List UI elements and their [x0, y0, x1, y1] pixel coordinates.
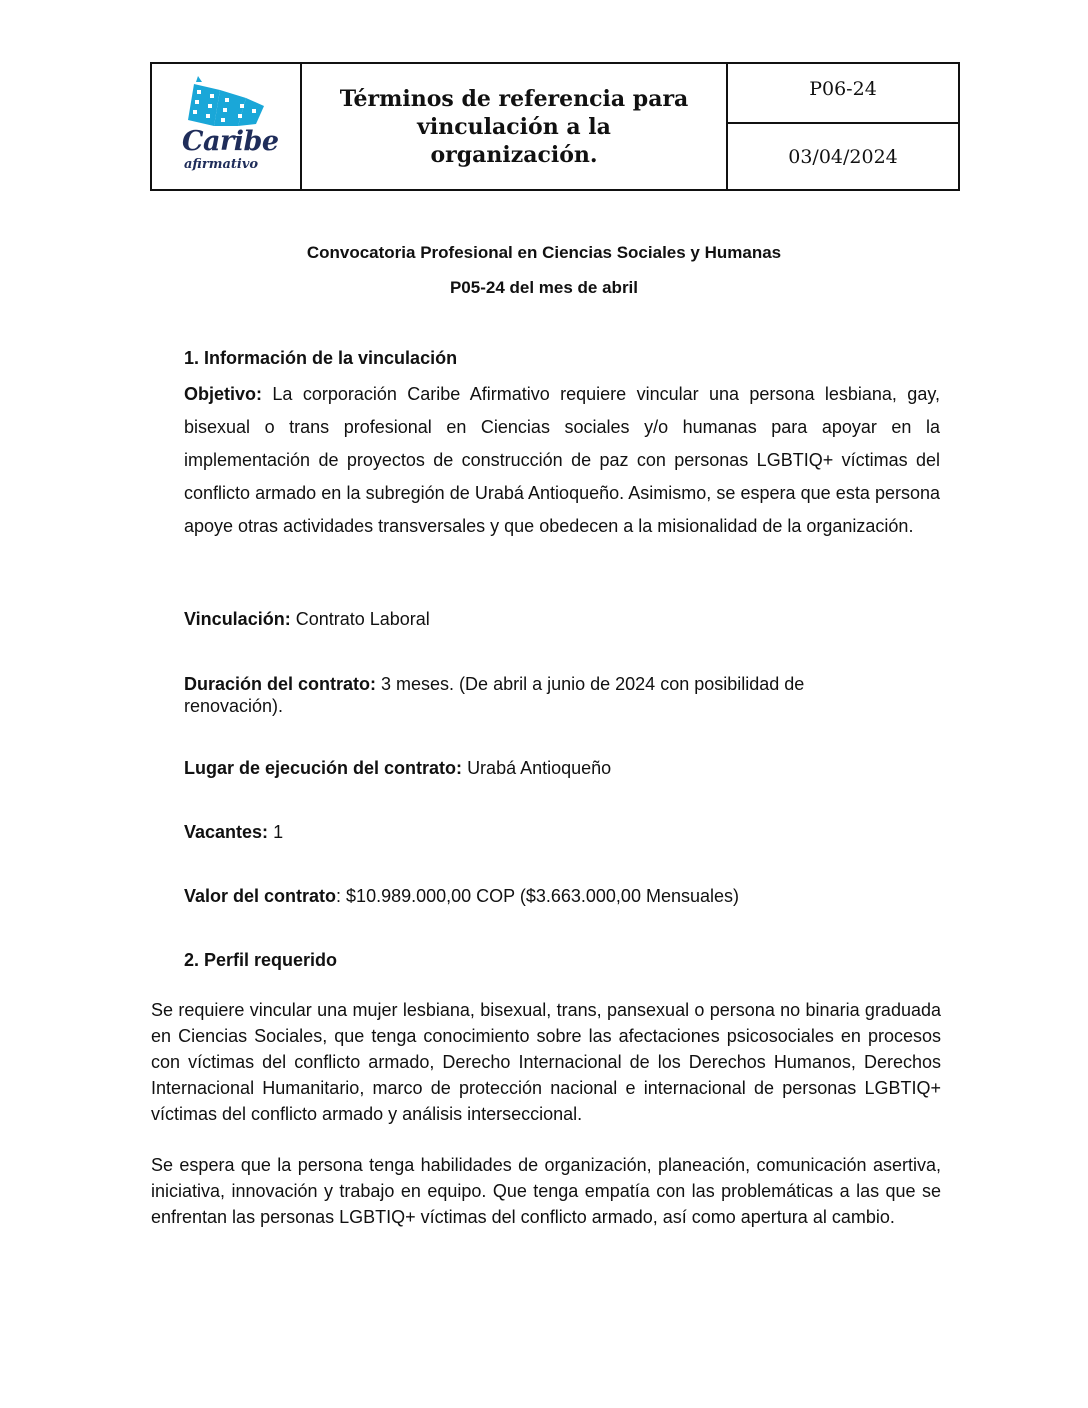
- lugar-label: Lugar de ejecución del contrato:: [184, 758, 463, 778]
- duracion-label: Duración del contrato:: [184, 674, 377, 694]
- objective-text: La corporación Caribe Afirmativo requiere vincular una persona lesbiana, gay, bisexual o trans profesional en Ciencias sociales y/o humanas para apoyar en la implementación de proyectos de construcción de paz con personas LGBTIQ+ víctimas del conflicto armado en la subregión de Urabá Antioqueño. Asimismo, se espera que esta persona apoye otras actividades transversales y que obedecen a la misionalidad de la organización.: [184, 384, 940, 536]
- document-code: P06-24: [728, 64, 958, 124]
- objective-paragraph: [184, 378, 940, 543]
- valor-label: Valor del contrato: [184, 886, 337, 906]
- vinculacion-label: Vinculación:: [184, 609, 291, 629]
- code-cell: [728, 64, 958, 189]
- logo-word: Caribe: [182, 126, 279, 157]
- document-header: [150, 62, 960, 191]
- field-vacantes: [184, 822, 283, 843]
- vacantes-value: 1: [273, 822, 284, 842]
- call-title: Convocatoria Profesional en Ciencias Sociales y Humanas: [306, 243, 782, 262]
- section-2-heading: 2. Perfil requerido: [184, 950, 338, 970]
- profile-paragraph-1: Se requiere vincular una mujer lesbiana, bisexual, trans, pansexual o persona no binaria graduada en Ciencias Sociales, que tenga conocimiento sobre las afectaciones psicosociales en procesos con víctimas del conflicto armado, Derecho Internacional de los Derechos Humanos, Derechos Internacional Humanitario, marco de protección nacional e internacional de personas LGBTIQ+ víctimas del conflicto armado y análisis interseccional.: [151, 1000, 941, 1124]
- profile-paragraph-2: Se espera que la persona tenga habilidades de organización, planeación, comunicación asertiva, iniciativa, innovación y trabajo en equipo. Que tenga empatía con las problemáticas a las que se enfrentan las personas LGBTIQ+ víctimas del conflicto armado, así como apertura al cambio.: [151, 1155, 941, 1227]
- valor-value: : $10.989.000,00 COP ($3.663.000,00 Mensuales): [336, 886, 739, 906]
- document-date: 03/04/2024: [788, 145, 898, 168]
- objective-label: Objetivo:: [184, 384, 263, 404]
- section-1-heading: 1. Información de la vinculación: [184, 348, 458, 368]
- logo-cell: [152, 64, 302, 189]
- lugar-value: Urabá Antioqueño: [467, 758, 612, 778]
- vinculacion-value: Contrato Laboral: [295, 609, 430, 629]
- vacantes-label: Vacantes:: [184, 822, 269, 842]
- title-cell: [302, 64, 728, 189]
- field-vinculacion: [184, 609, 430, 630]
- duracion-value: 3 meses. (De abril a junio de 2024 con posibilidad de renovación).: [184, 674, 805, 716]
- field-valor: [184, 886, 739, 907]
- field-duracion: [184, 673, 884, 717]
- logo-subword: afirmativo: [184, 157, 259, 172]
- filmstrip-logo-icon: [180, 76, 276, 128]
- field-lugar: [184, 758, 611, 779]
- call-subtitle: P05-24 del mes de abril: [449, 278, 639, 297]
- document-title: Términos de referencia para vinculación a la organización.: [339, 85, 689, 168]
